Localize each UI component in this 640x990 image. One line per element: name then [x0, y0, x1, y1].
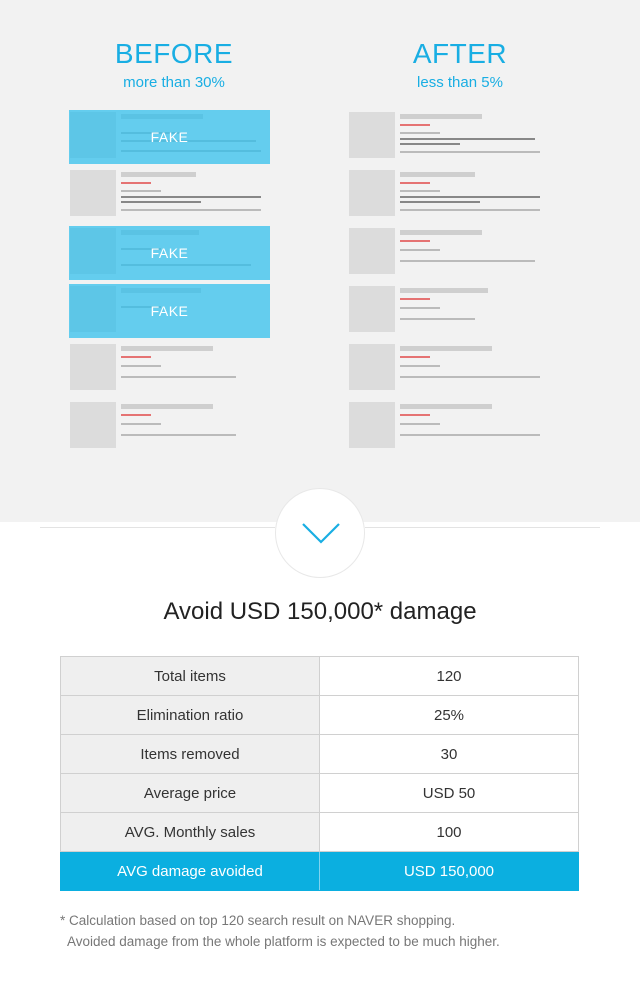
damage-table — [60, 656, 579, 891]
arrow-circle — [275, 488, 365, 578]
product-title-placeholder — [400, 172, 475, 177]
product-title-placeholder — [400, 288, 488, 293]
product-thumbnail — [349, 170, 395, 216]
before-subtitle: more than 30% — [123, 74, 225, 91]
product-line — [400, 143, 460, 145]
table-row — [61, 774, 579, 813]
product-price-placeholder — [121, 414, 151, 416]
product-price-placeholder — [400, 298, 430, 300]
table-row — [61, 735, 579, 774]
product-line — [121, 376, 236, 378]
row-value: USD 150,000 — [320, 852, 579, 891]
product-title-placeholder — [400, 114, 482, 119]
product-thumbnail — [349, 112, 395, 158]
product-line — [121, 209, 261, 211]
list-item — [70, 286, 270, 332]
product-line — [121, 434, 236, 436]
product-thumbnail — [70, 402, 116, 448]
after-subtitle: less than 5% — [417, 74, 503, 91]
product-line — [400, 318, 475, 320]
product-price-placeholder — [400, 414, 430, 416]
table-row — [61, 813, 579, 852]
list-item — [70, 402, 270, 448]
before-title: BEFORE — [114, 38, 234, 69]
chevron-down-icon — [301, 521, 341, 545]
product-title-placeholder — [400, 230, 482, 235]
product-thumbnail — [349, 228, 395, 274]
list-item — [349, 344, 549, 390]
row-label: Items removed — [61, 735, 320, 774]
product-thumbnail — [349, 402, 395, 448]
product-price-placeholder — [121, 356, 151, 358]
product-title-placeholder — [121, 346, 213, 351]
product-line — [121, 365, 161, 367]
product-line — [400, 434, 540, 436]
product-line — [400, 196, 540, 198]
product-line — [400, 132, 440, 134]
table-row — [61, 696, 579, 735]
product-line — [121, 196, 261, 198]
fake-overlay: FAKE — [69, 110, 270, 164]
before-heading — [59, 38, 289, 92]
footnote-line-2: Avoided damage from the whole platform is expected to be much higher. — [67, 934, 500, 949]
product-title-placeholder — [400, 404, 492, 409]
divider-left — [40, 527, 275, 528]
product-title-placeholder — [121, 172, 196, 177]
row-value: 30 — [320, 735, 579, 774]
row-label: AVG. Monthly sales — [61, 813, 320, 852]
row-label: AVG damage avoided — [61, 852, 320, 891]
after-product-list — [349, 112, 549, 460]
list-item — [349, 228, 549, 274]
row-label: Elimination ratio — [61, 696, 320, 735]
row-value: 120 — [320, 657, 579, 696]
product-price-placeholder — [400, 356, 430, 358]
row-label: Average price — [61, 774, 320, 813]
product-price-placeholder — [400, 240, 430, 242]
before-product-list — [70, 112, 270, 460]
highlight-row — [61, 852, 579, 891]
row-value: 25% — [320, 696, 579, 735]
product-line — [400, 209, 540, 211]
product-line — [400, 423, 440, 425]
product-title-placeholder — [400, 346, 492, 351]
row-value: 100 — [320, 813, 579, 852]
list-item — [70, 112, 270, 158]
product-thumbnail — [349, 344, 395, 390]
product-line — [400, 190, 440, 192]
product-line — [400, 249, 440, 251]
product-line — [400, 260, 535, 262]
list-item — [70, 228, 270, 274]
product-line — [121, 190, 161, 192]
product-line — [400, 151, 540, 153]
product-line — [400, 201, 480, 203]
product-thumbnail — [70, 170, 116, 216]
product-thumbnail — [70, 344, 116, 390]
list-item — [349, 170, 549, 216]
fake-overlay: FAKE — [69, 284, 270, 338]
footnote-line-1: * Calculation based on top 120 search result on NAVER shopping. — [60, 913, 456, 928]
product-line — [400, 307, 440, 309]
product-line — [400, 365, 440, 367]
row-label: Total items — [61, 657, 320, 696]
product-title-placeholder — [121, 404, 213, 409]
footnote — [60, 910, 500, 952]
divider-right — [365, 527, 600, 528]
list-item — [70, 170, 270, 216]
product-line — [400, 138, 535, 140]
list-item — [349, 112, 549, 158]
product-line — [121, 201, 201, 203]
headline: Avoid USD 150,000* damage — [163, 598, 477, 625]
list-item — [349, 402, 549, 448]
list-item — [349, 286, 549, 332]
fake-overlay: FAKE — [69, 226, 270, 280]
table-row — [61, 657, 579, 696]
row-value: USD 50 — [320, 774, 579, 813]
product-line — [121, 423, 161, 425]
product-price-placeholder — [400, 182, 430, 184]
after-heading — [345, 38, 575, 92]
list-item — [70, 344, 270, 390]
product-price-placeholder — [400, 124, 430, 126]
product-line — [400, 376, 540, 378]
after-title: AFTER — [412, 38, 508, 69]
product-thumbnail — [349, 286, 395, 332]
product-price-placeholder — [121, 182, 151, 184]
